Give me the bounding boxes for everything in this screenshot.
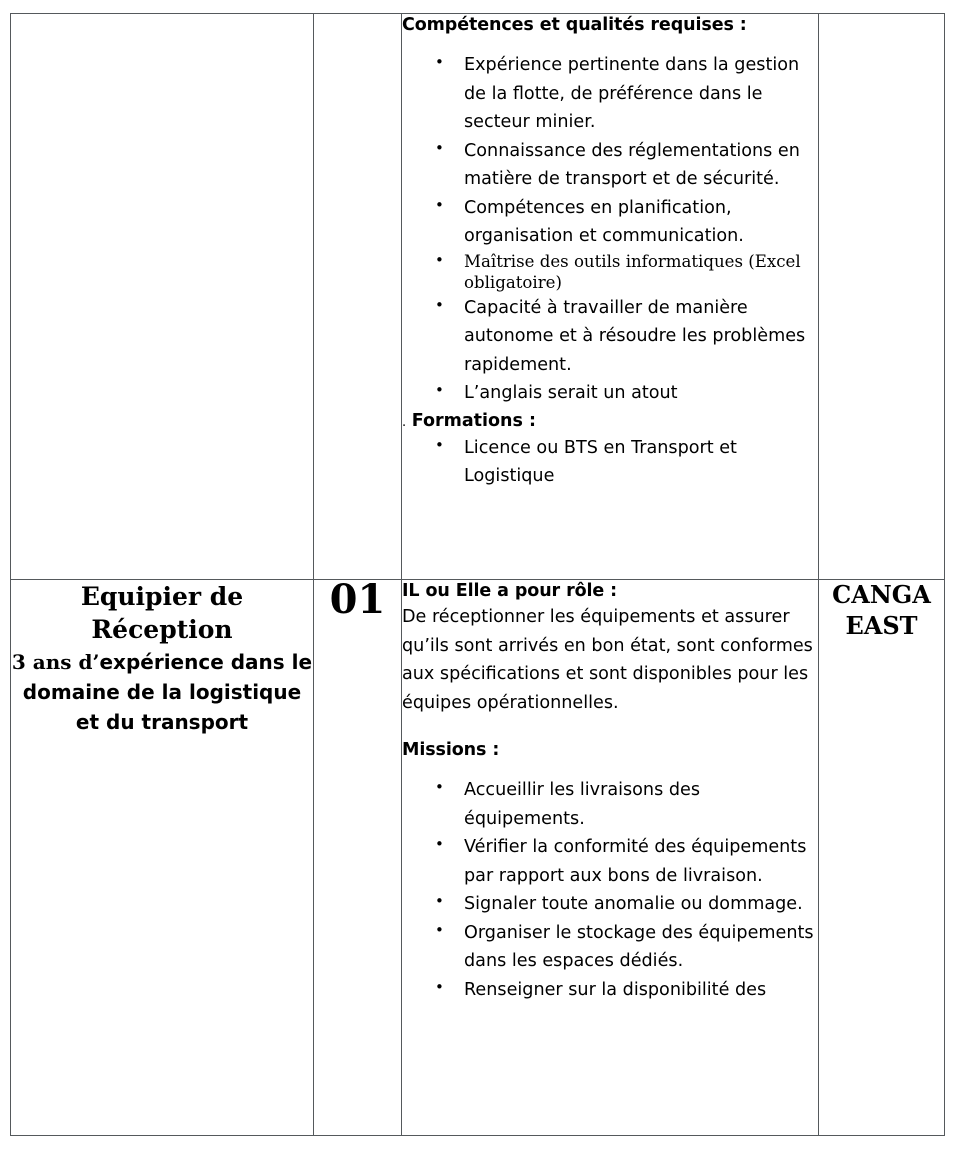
list-item: • Connaissance des réglementations en matière de transport et de sécurité. bbox=[402, 137, 818, 194]
list-item: • Compétences en planification, organisation et communication. bbox=[402, 194, 818, 251]
cell-site-continued bbox=[819, 14, 945, 580]
job-number-value: 01 bbox=[329, 576, 386, 623]
formations-heading: Formations : bbox=[411, 410, 537, 431]
site-name-line-2: EAST bbox=[845, 610, 918, 640]
cell-job-number bbox=[314, 576, 402, 1136]
competences-heading: Compétences et qualités requises : bbox=[402, 15, 747, 35]
job-experience-text: expérience dans le domaine de la logistique et du transport bbox=[22, 650, 313, 734]
job-title-line-2: Réception bbox=[91, 615, 233, 644]
list-item: • Accueillir les livraisons des équipements. bbox=[402, 776, 818, 833]
role-heading: IL ou Elle a pour rôle : bbox=[402, 581, 618, 601]
cell-job-title bbox=[11, 580, 314, 1136]
cell-job-details-continued bbox=[402, 14, 819, 580]
table-row-continuation bbox=[11, 14, 945, 580]
list-item: • Renseigner sur la disponibilité des bbox=[402, 976, 818, 1005]
job-experience-requirement bbox=[11, 647, 313, 737]
list-item: • Maîtrise des outils informatiques (Excel obligatoire) bbox=[402, 251, 818, 294]
missions-bullet-list bbox=[402, 776, 818, 1004]
missions-heading: Missions : bbox=[402, 740, 500, 761]
list-item: • L’anglais serait un atout bbox=[402, 379, 818, 408]
cell-job-details bbox=[402, 580, 819, 1136]
role-description: De réceptionner les équipements et assurer qu’ils sont arrivés en bon état, sont conformes aux spécifications et sont disponibles pour les équipes opérationnelles. bbox=[402, 607, 813, 713]
competences-bullet-list bbox=[402, 51, 818, 408]
job-title-line-1: Equipier de bbox=[80, 582, 244, 611]
job-description-table bbox=[10, 13, 945, 1136]
formations-bullet-list bbox=[402, 434, 818, 491]
cell-site bbox=[819, 580, 945, 1136]
formations-lead-dot: . bbox=[402, 414, 407, 430]
list-item: • Capacité à travailler de manière autonome et à résoudre les problèmes rapidement. bbox=[402, 294, 818, 380]
site-name-line-1: CANGA bbox=[832, 580, 931, 609]
list-item: • Organiser le stockage des équipements dans les espaces dédiés. bbox=[402, 919, 818, 976]
table-row-equipier-reception bbox=[11, 580, 945, 1136]
job-experience-prefix: 3 ans d’ bbox=[11, 650, 100, 674]
cell-job-title-continued bbox=[11, 14, 314, 580]
list-item: • Vérifier la conformité des équipements par rapport aux bons de livraison. bbox=[402, 833, 818, 890]
list-item: • Expérience pertinente dans la gestion de la flotte, de préférence dans le secteur minier. bbox=[402, 51, 818, 137]
paragraph-spacer bbox=[402, 717, 818, 739]
formations-heading-line bbox=[402, 410, 818, 433]
cell-job-number-continued bbox=[314, 14, 402, 580]
list-item: • Licence ou BTS en Transport et Logistique bbox=[402, 434, 818, 491]
list-item: • Signaler toute anomalie ou dommage. bbox=[402, 890, 818, 919]
